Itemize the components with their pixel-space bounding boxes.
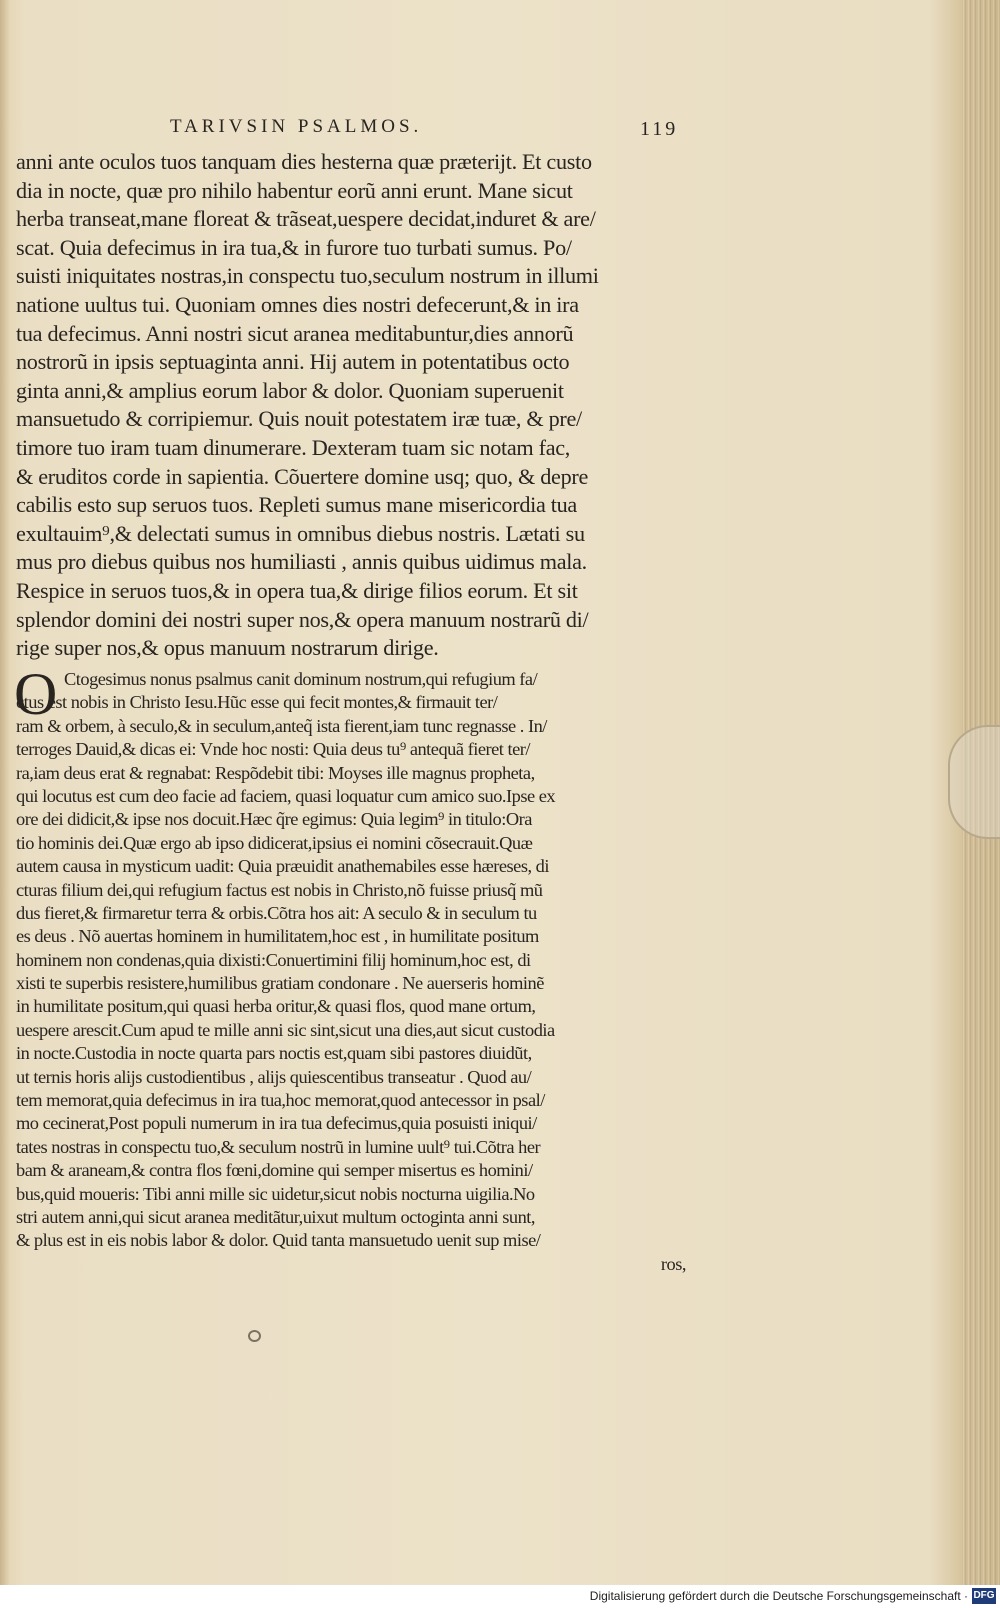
commentary-line: uespere arescit.Cum apud te mille anni sic sint,sicut una dies,aut sicut custodia xyxy=(16,1019,555,1040)
commentary-line: tio hominis dei.Quæ ergo ab ipso didicerat,ipsius ei nomini cõsecrauit.Quæ xyxy=(16,832,533,853)
text-line: herba transeat,mane floreat & trãseat,uespere decidat,induret & are/ xyxy=(16,206,596,232)
commentary-line: ut ternis horis alijs custodientibus , alijs quiescentibus transeatur . Quod au/ xyxy=(16,1066,532,1087)
commentary-line: bam & araneam,& contra flos fœni,domine qui semper misertus es homini/ xyxy=(16,1160,533,1181)
commentary-line: tates nostras in conspectu tuo,& seculum nostrũ in lumine uult⁹ tui.Cõtra her xyxy=(16,1136,541,1157)
commentary-line: Ctogesimus nonus psalmus canit dominum nostrum,qui refugium fa/ xyxy=(64,669,538,689)
commentary-line: es deus . Nõ auertas hominem in humilitatem,hoc est , in humilitate positum xyxy=(16,926,539,947)
commentary-line: mo cecinerat,Post populi numerum in ira tua defecimus,quia posuisti iniqui/ xyxy=(16,1113,537,1134)
commentary-line: xisti te superbis resistere,humilibus gratiam condonare . Ne auerseris hominẽ xyxy=(16,973,544,994)
commentary-line: autem causa in mysticum uadit: Quia præuidit anathemabiles esse hæreses, di xyxy=(16,856,549,877)
commentary-line: stri autem anni,qui sicut aranea meditãtur,uixut multum octoginta anni sunt, xyxy=(16,1206,535,1227)
paper-speck xyxy=(248,1330,261,1342)
dfg-logo-icon: DFG xyxy=(972,1588,996,1604)
funding-credit: Digitalisierung gefördert durch die Deutsche Forschungsgemeinschaft · xyxy=(589,1589,968,1603)
text-line: exultauim⁹,& delectati sumus in omnibus diebus nostris. Lætati su xyxy=(16,520,585,546)
commentary-line: ra,iam deus erat & regnabat: Respõdebit tibi: Moyses ille magnus propheta, xyxy=(16,762,535,783)
text-line: suisti iniquitates nostras,in conspectu tuo,seculum nostrum in illumi xyxy=(16,263,599,289)
text-line: cabilis esto sup seruos tuos. Repleti sumus mane misericordia tua xyxy=(16,492,577,518)
commentary-line: dus fieret,& firmaretur terra & orbis.Cõtra hos ait: A seculo & in seculum tu xyxy=(16,902,537,923)
text-line: timore tuo iram tuam dinumerare. Dexteram tuam sic notam fac, xyxy=(16,434,571,460)
commentary-line: ctus est nobis in Christo Iesu.Hũc esse qui fecit montes,& firmauit ter/ xyxy=(16,692,498,713)
commentary-line: in humilitate positum,qui quasi herba oritur,& quasi flos, quod mane ortum, xyxy=(16,996,536,1017)
psalm-text xyxy=(16,148,686,663)
commentary-text xyxy=(16,668,686,1276)
text-line: ginta anni,& amplius eorum labor & dolor. Quoniam superuenit xyxy=(16,377,564,403)
page-tab-marker xyxy=(948,725,1000,839)
catchword: ros, xyxy=(660,1253,686,1274)
digitization-footer xyxy=(0,1585,1000,1608)
text-line: splendor domini dei nostri super nos,& opera manuum nostrarũ di/ xyxy=(16,606,589,632)
text-line: rige super nos,& opus manuum nostrarum dirige. xyxy=(16,635,439,661)
text-line: scat. Quia defecimus in ira tua,& in furore tuo turbati sumus. Po/ xyxy=(16,234,572,260)
commentary-line: in nocte.Custodia in nocte quarta pars noctis est,quam sibi pastores diuidũt, xyxy=(16,1043,532,1064)
commentary-line: terroges Dauid,& dicas ei: Vnde hoc nosti: Quia deus tu⁹ antequã fieret ter/ xyxy=(16,739,531,760)
text-line: natione uultus tui. Quoniam omnes dies nostri defecerunt,& in ira xyxy=(16,291,579,317)
page-number: 119 xyxy=(640,118,679,140)
text-line: mansuetudo & corripiemur. Quis nouit potestatem iræ tuæ, & pre/ xyxy=(16,406,582,432)
text-line: nostrorũ in ipsis septuaginta anni. Hij autem in potentatibus octo xyxy=(16,349,570,375)
commentary-line: bus,quid moueris: Tibi anni mille sic uidetur,sicut nobis nocturna uigilia.No xyxy=(16,1183,535,1204)
commentary-line: hominem non condenas,quia dixisti:Conuertimini filij hominum,hoc est, di xyxy=(16,949,531,970)
text-line: mus pro diebus quibus nos humiliasti , annis quibus uidimus mala. xyxy=(16,549,587,575)
commentary-line: & plus est in eis nobis labor & dolor. Quid tanta mansuetudo uenit sup mise/ xyxy=(16,1230,541,1251)
commentary-line: ram & orbem, à seculo,& in seculum,anteq̃ ista fierent,iam tunc regnasse . In/ xyxy=(16,715,547,736)
commentary-line: ore dei didicit,& ipse nos docuit.Hæc q̃re egimus: Quia legim⁹ in titulo:Ora xyxy=(16,809,532,830)
running-head: TARIVSIN PSALMOS. xyxy=(170,116,423,137)
text-line: & eruditos corde in sapientia. Cõuertere domine usq; quo, & depre xyxy=(16,463,589,489)
text-line: dia in nocte, quæ pro nihilo habentur eorũ anni erunt. Mane sicut xyxy=(16,177,573,203)
drop-cap-initial: O xyxy=(14,661,58,727)
commentary-line: cturas filium dei,qui refugium factus est nobis in Christo,nõ fuisse priusq̃ mũ xyxy=(16,879,543,900)
text-line: tua defecimus. Anni nostri sicut aranea meditabuntur,dies annorũ xyxy=(16,320,574,346)
text-line: anni ante oculos tuos tanquam dies hesterna quæ præterijt. Et custo xyxy=(16,149,592,174)
commentary-line: qui locutus est cum deo facie ad faciem, quasi loquatur cum amico suo.Ipse ex xyxy=(16,785,556,806)
commentary-line: tem memorat,quia defecimus in ira tua,hoc memorat,quod antecessor in psal/ xyxy=(16,1090,545,1111)
text-line: Respice in seruos tuos,& in opera tua,& dirige filios eorum. Et sit xyxy=(16,577,578,603)
